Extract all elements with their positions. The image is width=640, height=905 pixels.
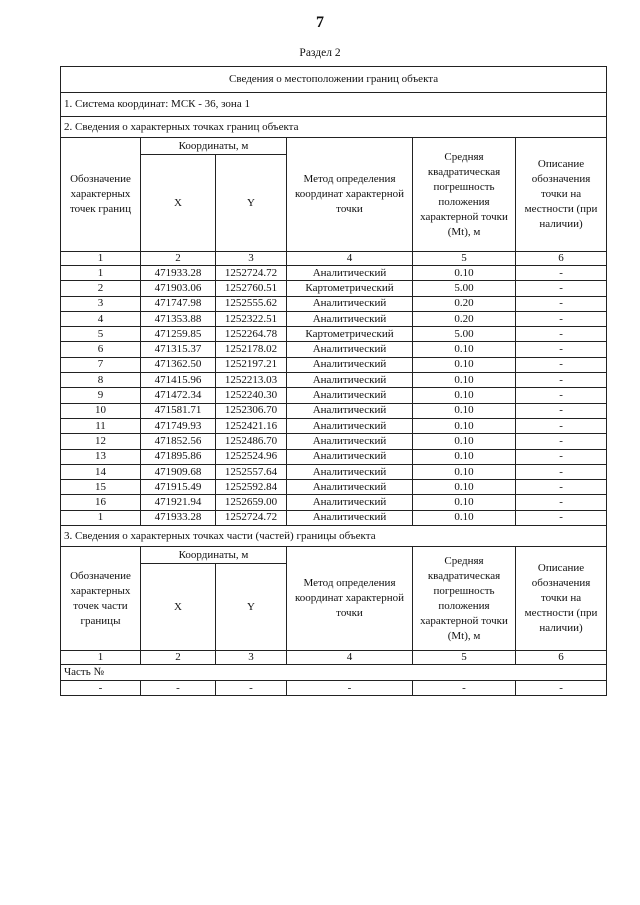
method-cell: Аналитический (287, 373, 413, 388)
description-cell: - (516, 418, 607, 433)
column-number: 4 (287, 651, 413, 665)
description-cell: - (516, 388, 607, 403)
error-cell: 0.10 (413, 373, 516, 388)
table-row (61, 327, 607, 342)
error-cell: 0.20 (413, 311, 516, 326)
table-row (61, 464, 607, 479)
error-cell: 5.00 (413, 281, 516, 296)
y-cell: 1252240.30 (216, 388, 287, 403)
description-cell: - (516, 434, 607, 449)
description-cell: - (516, 266, 607, 281)
description-cell: - (516, 480, 607, 495)
table-row (61, 281, 607, 296)
header-description: Описание обозначения точки на местности (при наличии) (516, 138, 607, 252)
point-id-cell: 9 (61, 388, 141, 403)
description-cell: - (516, 357, 607, 372)
point-id-cell: 15 (61, 480, 141, 495)
error-cell: 0.10 (413, 403, 516, 418)
method-cell: Картометрический (287, 281, 413, 296)
error-cell: 0.20 (413, 296, 516, 311)
column-number: 2 (141, 252, 216, 266)
column-number: 3 (216, 651, 287, 665)
column-number: 1 (61, 252, 141, 266)
error-cell: 0.10 (413, 464, 516, 479)
section2-column-numbers (61, 252, 607, 266)
y-cell: 1252760.51 (216, 281, 287, 296)
y-cell: 1252524.96 (216, 449, 287, 464)
method-cell: Аналитический (287, 510, 413, 525)
x-cell: 471909.68 (141, 464, 216, 479)
y-cell: 1252213.03 (216, 373, 287, 388)
description-cell: - (516, 373, 607, 388)
x-cell: 471315.37 (141, 342, 216, 357)
error-cell: 0.10 (413, 342, 516, 357)
section2-title: 2. Сведения о характерных точках границ объекта (61, 117, 607, 138)
column-number: 1 (61, 651, 141, 665)
header-method: Метод определения координат характерной точки (287, 547, 413, 651)
method-cell: - (287, 681, 413, 696)
error-cell: 0.10 (413, 418, 516, 433)
point-id-cell: 8 (61, 373, 141, 388)
method-cell: Аналитический (287, 480, 413, 495)
description-cell: - (516, 403, 607, 418)
x-cell: 471852.56 (141, 434, 216, 449)
point-id-cell: 10 (61, 403, 141, 418)
point-id-cell: 14 (61, 464, 141, 479)
x-cell: - (141, 681, 216, 696)
method-cell: Аналитический (287, 357, 413, 372)
table-row (61, 434, 607, 449)
table-row (61, 388, 607, 403)
error-cell: 0.10 (413, 357, 516, 372)
x-cell: 471915.49 (141, 480, 216, 495)
point-id-cell: 16 (61, 495, 141, 510)
x-cell: 471933.28 (141, 510, 216, 525)
table-row (61, 681, 607, 696)
x-cell: 471415.96 (141, 373, 216, 388)
y-cell: 1252557.64 (216, 464, 287, 479)
y-cell: 1252486.70 (216, 434, 287, 449)
header-y: Y (216, 155, 287, 252)
table-row (61, 480, 607, 495)
coordinate-system-row (61, 93, 607, 117)
table-row (61, 495, 607, 510)
section3-title-row (61, 526, 607, 547)
method-cell: Аналитический (287, 266, 413, 281)
section2-header-row (61, 138, 607, 155)
x-cell: 471259.85 (141, 327, 216, 342)
table-row (61, 357, 607, 372)
method-cell: Аналитический (287, 449, 413, 464)
x-cell: 471903.06 (141, 281, 216, 296)
method-cell: Аналитический (287, 434, 413, 449)
x-cell: 471581.71 (141, 403, 216, 418)
header-coordinates: Координаты, м (141, 138, 287, 155)
column-number: 3 (216, 252, 287, 266)
boundary-table (60, 66, 607, 696)
error-cell: 0.10 (413, 266, 516, 281)
header-x: X (141, 564, 216, 651)
header-description: Описание обозначения точки на местности (при наличии) (516, 547, 607, 651)
column-number: 5 (413, 252, 516, 266)
part-label-row (61, 665, 607, 681)
header-coordinates: Координаты, м (141, 547, 287, 564)
point-id-cell: 2 (61, 281, 141, 296)
x-cell: 471353.88 (141, 311, 216, 326)
description-cell: - (516, 510, 607, 525)
table-row (61, 403, 607, 418)
header-designation: Обозначение характерных точек границ (61, 138, 141, 252)
point-id-cell: 6 (61, 342, 141, 357)
table-row (61, 449, 607, 464)
header-x: X (141, 155, 216, 252)
coordinate-system: 1. Система координат: МСК - 36, зона 1 (61, 93, 607, 117)
error-cell: - (413, 681, 516, 696)
method-cell: Картометрический (287, 327, 413, 342)
page-number: 7 (316, 14, 324, 31)
header-error: Средняя квадратическая погрешность положения характерной точки (Mt), м (413, 138, 516, 252)
method-cell: Аналитический (287, 418, 413, 433)
point-id-cell: 11 (61, 418, 141, 433)
header-method: Метод определения координат характерной точки (287, 138, 413, 252)
table-row (61, 342, 607, 357)
header-y: Y (216, 564, 287, 651)
description-cell: - (516, 449, 607, 464)
x-cell: 471895.86 (141, 449, 216, 464)
y-cell: 1252555.62 (216, 296, 287, 311)
part-label: Часть № (61, 665, 607, 681)
table-title: Сведения о местоположении границ объекта (61, 67, 607, 93)
description-cell: - (516, 281, 607, 296)
point-id-cell: 3 (61, 296, 141, 311)
description-cell: - (516, 327, 607, 342)
column-number: 2 (141, 651, 216, 665)
y-cell: 1252421.16 (216, 418, 287, 433)
y-cell: 1252264.78 (216, 327, 287, 342)
x-cell: 471472.34 (141, 388, 216, 403)
section3-title: 3. Сведения о характерных точках части (частей) границы объекта (61, 526, 607, 547)
column-number: 4 (287, 252, 413, 266)
method-cell: Аналитический (287, 495, 413, 510)
column-number: 6 (516, 651, 607, 665)
point-id-cell: - (61, 681, 141, 696)
point-id-cell: 1 (61, 510, 141, 525)
section-title: Раздел 2 (299, 47, 341, 59)
description-cell: - (516, 681, 607, 696)
table-row (61, 296, 607, 311)
method-cell: Аналитический (287, 388, 413, 403)
method-cell: Аналитический (287, 342, 413, 357)
description-cell: - (516, 296, 607, 311)
column-number: 5 (413, 651, 516, 665)
method-cell: Аналитический (287, 296, 413, 311)
y-cell: 1252197.21 (216, 357, 287, 372)
error-cell: 0.10 (413, 480, 516, 495)
error-cell: 0.10 (413, 510, 516, 525)
y-cell: 1252724.72 (216, 266, 287, 281)
x-cell: 471747.98 (141, 296, 216, 311)
method-cell: Аналитический (287, 403, 413, 418)
table-row (61, 266, 607, 281)
description-cell: - (516, 311, 607, 326)
section3-column-numbers (61, 651, 607, 665)
description-cell: - (516, 464, 607, 479)
point-id-cell: 7 (61, 357, 141, 372)
y-cell: 1252724.72 (216, 510, 287, 525)
header-designation: Обозначение характерных точек части границы (61, 547, 141, 651)
table-row (61, 373, 607, 388)
section3-header-row (61, 547, 607, 564)
x-cell: 471749.93 (141, 418, 216, 433)
error-cell: 0.10 (413, 495, 516, 510)
description-cell: - (516, 342, 607, 357)
x-cell: 471362.50 (141, 357, 216, 372)
y-cell: 1252659.00 (216, 495, 287, 510)
point-id-cell: 12 (61, 434, 141, 449)
x-cell: 471933.28 (141, 266, 216, 281)
section2-title-row (61, 117, 607, 138)
error-cell: 5.00 (413, 327, 516, 342)
point-id-cell: 5 (61, 327, 141, 342)
table-row (61, 418, 607, 433)
method-cell: Аналитический (287, 464, 413, 479)
error-cell: 0.10 (413, 434, 516, 449)
y-cell: 1252178.02 (216, 342, 287, 357)
error-cell: 0.10 (413, 388, 516, 403)
header-error: Средняя квадратическая погрешность положения характерной точки (Mt), м (413, 547, 516, 651)
table-row (61, 510, 607, 525)
table-row (61, 311, 607, 326)
table-title-row (61, 67, 607, 93)
y-cell: 1252592.84 (216, 480, 287, 495)
method-cell: Аналитический (287, 311, 413, 326)
point-id-cell: 1 (61, 266, 141, 281)
y-cell: 1252306.70 (216, 403, 287, 418)
error-cell: 0.10 (413, 449, 516, 464)
x-cell: 471921.94 (141, 495, 216, 510)
y-cell: - (216, 681, 287, 696)
description-cell: - (516, 495, 607, 510)
y-cell: 1252322.51 (216, 311, 287, 326)
point-id-cell: 13 (61, 449, 141, 464)
column-number: 6 (516, 252, 607, 266)
point-id-cell: 4 (61, 311, 141, 326)
